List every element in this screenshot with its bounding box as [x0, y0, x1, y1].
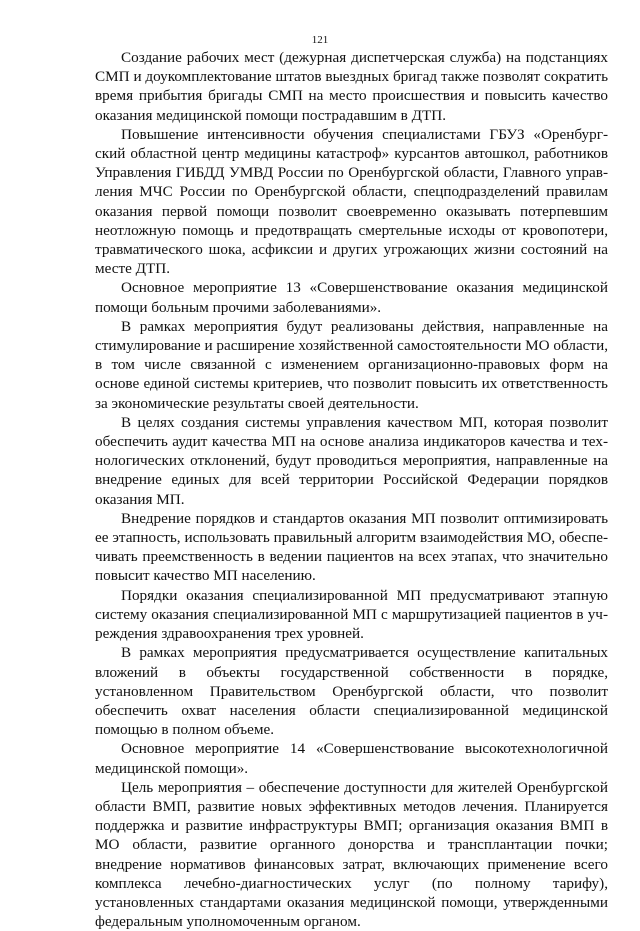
paragraph: В рамках мероприятия предусматривается осуществление капитальных вложений в объекты государственной собственности в порядке, установленном Правительством Оренбургской области, что позволит обеспечить охват населения области специализированной медицинской помощью в полном объеме.	[95, 644, 608, 739]
paragraph: В рамках мероприятия будут реализованы действия, направленные на стимулирование и расширение хозяйственной самостоятельности МО области, в том числе связанной с изменением организационно-правовых форм на основе единой системы критериев, что позволит повысить их ответственность за экономические результаты своей деятельности.	[95, 317, 608, 412]
paragraph: Повышение интенсивности обучения специалистами ГБУЗ «Оренбургский областной центр медицины катастроф» курсантов автошкол, работников Управления ГИБДД УМВД России по Оренбургской области, Главного управления МЧС России по Оренбургской области, спецподразделений правилам оказания первой помощи позволит своевременно оказывать потерпевшим неотложную помощь и предотвращать смертельные исходы от кровопотери, травматического шока, асфиксии и других угрожающих жизни состояний на месте ДТП.	[95, 125, 608, 278]
paragraph: Внедрение порядков и стандартов оказания МП позволит оптимизировать ее этапность, использовать правильный алгоритм взаимодействия МО, обеспечивать преемственность в ведении пациентов на всех этапах, что значительно повысит качество МП населению.	[95, 509, 608, 585]
paragraph: Создание рабочих мест (дежурная диспетчерская служба) на подстанциях СМП и доукомплектование штатов выездных бригад также позволят сократить время прибытия бригады СМП на место происшествия и повысить качество оказания медицинской помощи пострадавшим в ДТП.	[95, 49, 608, 124]
page-number: 121	[311, 34, 329, 46]
paragraph: Основное мероприятие 14 «Совершенствование высокотехнологичной медицинской помощи».	[95, 740, 608, 777]
paragraph: Порядки оказания специализированной МП предусматривают этапную систему оказания специализированной МП с маршрутизацией пациентов в учреждения здравоохранения трех уровней.	[95, 586, 608, 643]
paragraph: В целях создания системы управления качеством МП, которая позволит обеспечить аудит качества МП на основе анализа индикаторов качества и технологических отклонений, будут проводиться мероприятия, направленные на внедрение единых для всей территории Российской Федерации порядков оказания МП.	[95, 413, 608, 508]
document-body	[95, 48, 608, 931]
paragraph: Цель мероприятия – обеспечение доступности для жителей Оренбургской области ВМП, развитие новых эффективных методов лечения. Планируется поддержка и развитие инфраструктуры ВМП; организация оказания ВМП в МО области, развитие органного донорства и трансплантации почки; внедрение нормативов финансовых затрат, включающих применение всего комплекса лечебно-диагностических услуг (по полному тарифу), установленных стандартами оказания медицинской помощи, утвержденными федеральным уполномоченным органом.	[95, 778, 608, 931]
paragraph: Основное мероприятие 13 «Совершенствование оказания медицинской помощи больным прочими заболеваниями».	[95, 279, 608, 316]
